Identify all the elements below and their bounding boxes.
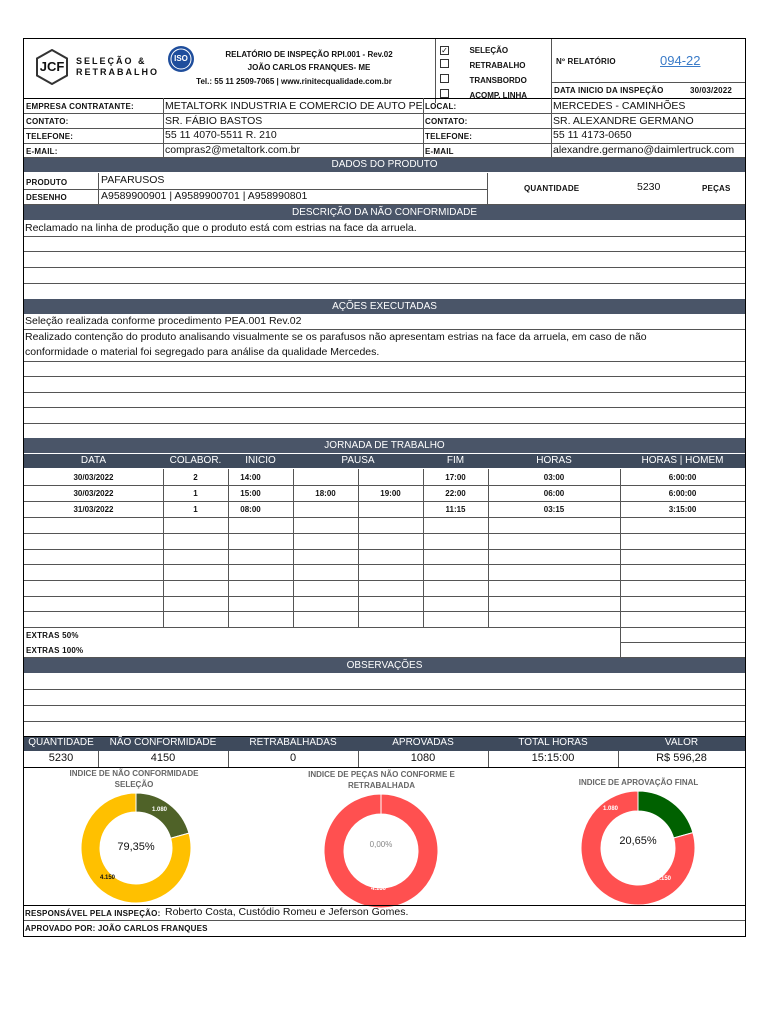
email2-label: E-MAIL — [425, 147, 454, 156]
summary-header-value: VALOR — [664, 737, 699, 748]
drawing-value: A9589900901 | A9589900701 | A958990801 — [101, 190, 308, 202]
row1-date: 30/03/2022 — [73, 473, 114, 482]
logo-line1: SELEÇÃO & — [76, 56, 147, 66]
row2-pause-end: 19:00 — [380, 489, 401, 498]
summary-header-total-hours: TOTAL HORAS — [518, 737, 588, 748]
report-number-label: Nº RELATÓRIO — [556, 57, 616, 66]
chart1-center-value: 79,35% — [117, 841, 155, 853]
company-contact: Tel.: 55 11 2509-7065 | www.rinitecqualidade.com.br — [196, 77, 392, 86]
summary-header-quantity: QUANTIDADE — [28, 737, 94, 748]
nonconformity-section-header: DESCRIÇÃO DA NÃO CONFORMIDADE — [24, 205, 745, 220]
extras-100-label: EXTRAS 100% — [26, 646, 84, 655]
summary-header-nonconformity: NÃO CONFORMIDADE — [109, 737, 217, 748]
actions-line1: Seleção realizada conforme procedimento PEA.001 Rev.02 — [25, 315, 302, 327]
row2-start: 15:00 — [240, 489, 261, 498]
local-value: MERCEDES - CAMINHÕES — [553, 100, 686, 112]
phone2-label: TELEFONE: — [425, 132, 473, 141]
row1-start: 14:00 — [240, 473, 261, 482]
logo-line2: RETRABALHO — [76, 67, 159, 77]
chart1-title-line1: INDICE DE NÃO CONFORMIDADE — [69, 769, 199, 778]
drawing-label: DESENHO — [26, 193, 67, 202]
col-header-start: INICIO — [245, 455, 276, 466]
chart1-title-line2: SELEÇÃO — [114, 780, 154, 789]
row2-end: 22:00 — [445, 489, 466, 498]
email-value[interactable]: compras2@metaltork.com.br — [165, 144, 300, 156]
row3-man-hours: 3:15:00 — [668, 505, 697, 514]
logo-text: JCF — [39, 59, 65, 74]
col-header-hours: HORAS — [536, 455, 572, 466]
col-header-colab: COLABOR. — [169, 455, 222, 466]
company-name: JOÃO CARLOS FRANQUES- ME — [247, 63, 371, 72]
row3-end: 11:15 — [445, 505, 466, 514]
row2-date: 30/03/2022 — [73, 489, 114, 498]
email-label: E-MAIL: — [26, 147, 58, 156]
chart3-label-approved: 1.080 — [603, 806, 619, 812]
option-acomp-linha[interactable]: ACOMP. LINHA — [440, 85, 527, 103]
row2-colab: 1 — [193, 489, 198, 498]
col-header-man-hours: HORAS | HOMEM — [641, 455, 724, 466]
summary-quantity: 5230 — [48, 752, 74, 764]
contact-label: CONTATO: — [26, 117, 69, 126]
company-logo — [34, 49, 70, 85]
inspection-date-label: DATA INICIO DA INSPEÇÃO — [554, 86, 664, 95]
product-label: PRODUTO — [26, 178, 68, 187]
chart3-center-value: 20,65% — [619, 835, 657, 847]
observations-section-header: OBSERVAÇÕES — [24, 658, 745, 673]
actions-line3: conformidade o material foi segregado para análise da qualidade Mercedes. — [25, 346, 380, 358]
extras-50-label: EXTRAS 50% — [26, 631, 79, 640]
row2-pause-start: 18:00 — [315, 489, 336, 498]
row1-colab: 2 — [193, 473, 198, 482]
quantity-label: QUANTIDADE — [524, 184, 580, 193]
row1-end: 17:00 — [445, 473, 466, 482]
quantity-value: 5230 — [637, 181, 661, 193]
company-label: EMPRESA CONTRATANTE: — [26, 102, 134, 111]
summary-reworked: 0 — [289, 752, 297, 764]
chart2-donut — [322, 792, 440, 910]
option-transbordo[interactable]: TRANSBORDO — [440, 70, 527, 88]
row2-hours: 06:00 — [543, 489, 565, 498]
col-header-date: DATA — [80, 455, 107, 466]
chart3-donut — [579, 789, 697, 907]
actions-line2: Realizado contenção do produto analisando visualmente se os parafusos não apresentam estrias na face da arruela, em caso de não — [25, 331, 647, 343]
iso-badge-text: ISO — [174, 54, 188, 63]
work-section-header: JORNADA DE TRABALHO — [24, 438, 745, 453]
company-value: METALTORK INDUSTRIA E COMERCIO DE AUTO PE — [165, 100, 423, 112]
option-selecao[interactable]: ✓ SELEÇÃO — [441, 46, 509, 55]
product-section-header: DADOS DO PRODUTO — [24, 158, 745, 172]
chart1-slice-1 — [136, 793, 189, 838]
summary-header-reworked: RETRABALHADAS — [249, 737, 337, 748]
summary-total-hours: 15:15:00 — [531, 752, 575, 764]
inspection-report-sheet — [23, 38, 746, 937]
col-header-pause: PAUSA — [341, 455, 375, 466]
chart1-label-nonconformity: 4.150 — [100, 875, 116, 881]
row3-hours: 03:15 — [543, 505, 565, 514]
row3-date: 31/03/2022 — [73, 505, 114, 514]
chart3-label-nonconformity: 4.150 — [656, 876, 672, 882]
chart2-title-line2: RETRABALHADA — [347, 781, 416, 790]
summary-approved: 1080 — [410, 752, 436, 764]
row1-man-hours: 6:00:00 — [668, 473, 697, 482]
summary-nonconformity: 4150 — [150, 752, 176, 764]
checkbox-icon[interactable] — [440, 74, 449, 83]
nonconformity-text: Reclamado na linha de produção que o produto está com estrias na face da arruela. — [25, 222, 417, 234]
product-value: PAFARUSOS — [101, 174, 165, 186]
actions-section-header: AÇÕES EXECUTADAS — [24, 299, 745, 314]
chart1-label-approved: 1.080 — [152, 807, 168, 813]
phone-value: 55 11 4070-5511 R. 210 — [165, 129, 277, 141]
row1-hours: 03:00 — [543, 473, 565, 482]
report-number: 094-22 — [660, 53, 701, 68]
responsible-value: Roberto Costa, Custódio Romeu e Jeferson Gomes. — [165, 906, 409, 918]
quantity-unit: PEÇAS — [702, 184, 731, 193]
row3-colab: 1 — [193, 505, 198, 514]
summary-header-approved: APROVADAS — [392, 737, 454, 748]
phone2-value: 55 11 4173-0650 — [553, 129, 632, 141]
local-label: LOCAL: — [425, 102, 457, 111]
chart2-center-value: 0,00% — [369, 840, 393, 849]
contact-value: SR. FÁBIO BASTOS — [165, 115, 263, 127]
contact2-value: SR. ALEXANDRE GERMANO — [553, 115, 694, 127]
chart3-slice-1 — [638, 791, 693, 838]
row3-start: 08:00 — [240, 505, 261, 514]
report-title: RELATÓRIO DE INSPEÇÃO RPI.001 - Rev.02 — [225, 50, 393, 59]
chart2-label-nonconformity: 4.150 — [371, 886, 387, 892]
row2-man-hours: 6:00:00 — [668, 489, 697, 498]
contact2-label: CONTATO: — [425, 117, 468, 126]
checkbox-icon[interactable] — [440, 59, 449, 68]
chart3-title: INDICE DE APROVAÇÃO FINAL — [578, 778, 699, 787]
phone-label: TELEFONE: — [26, 132, 74, 141]
col-header-end: FIM — [446, 455, 465, 466]
chart2-title-line1: INDICE DE PEÇAS NÃO CONFORME E — [308, 770, 455, 779]
responsible-label: RESPONSÁVEL PELA INSPEÇÃO: — [25, 909, 161, 918]
checkbox-icon[interactable] — [440, 89, 449, 98]
approved-by: APROVADO POR: JOÃO CARLOS FRANQUES — [25, 924, 208, 933]
summary-value: R$ 596,28 — [656, 752, 707, 764]
checkbox-checked-icon[interactable]: ✓ — [441, 46, 448, 55]
email2-value[interactable]: alexandre.germano@daimlertruck.com — [553, 144, 735, 156]
option-retrabalho[interactable]: RETRABALHO — [440, 55, 525, 73]
inspection-date: 30/03/2022 — [690, 86, 733, 95]
